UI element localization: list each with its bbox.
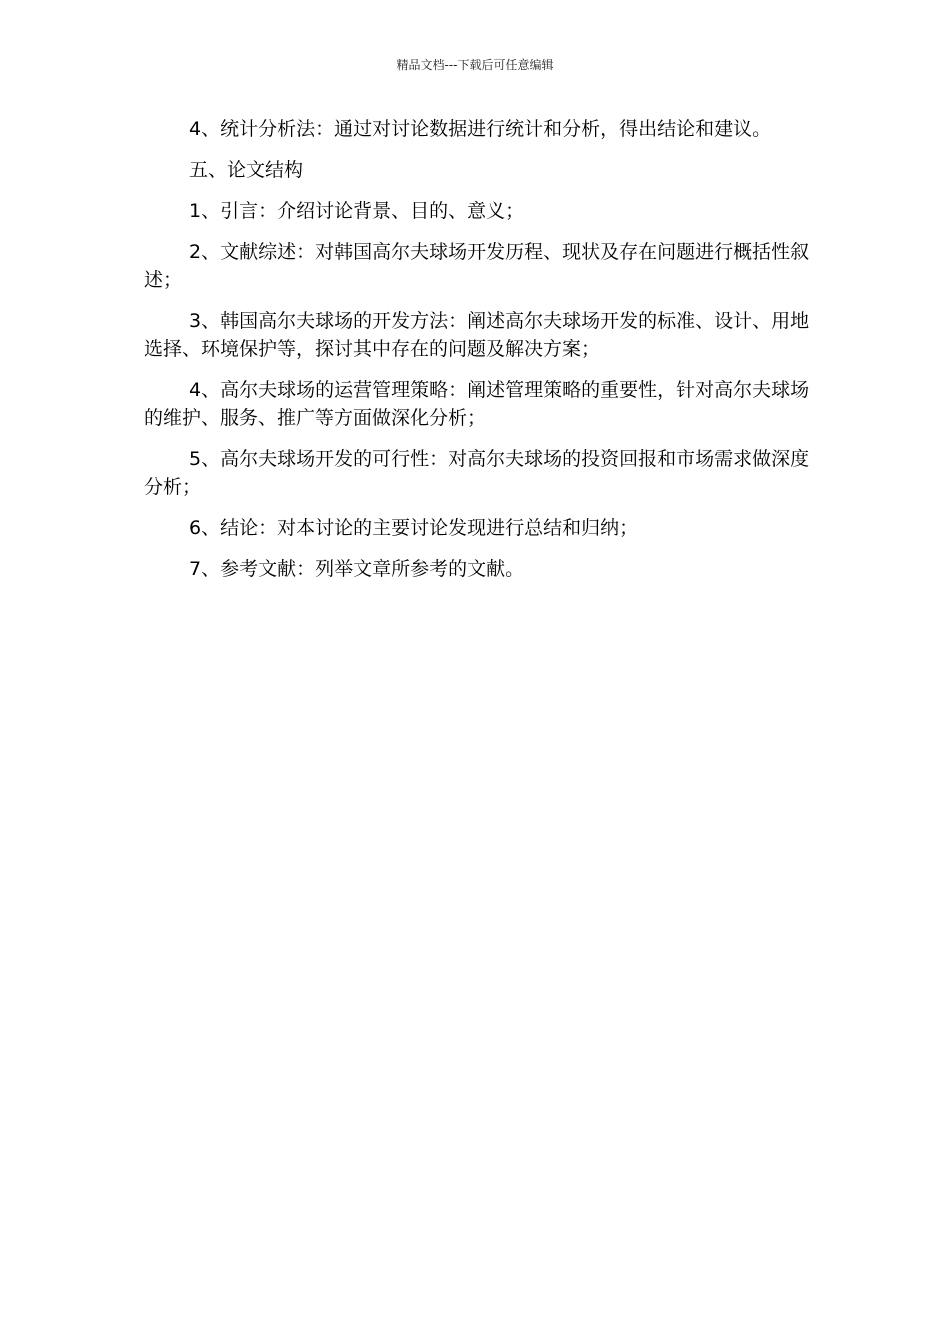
paragraph-references: 7、参考文献：列举文章所参考的文献。 bbox=[189, 558, 525, 580]
page-header: 精品文档---下载后可任意编辑 bbox=[396, 58, 554, 72]
paragraph-operation-strategy: 4、高尔夫球场的运营管理策略：阐述管理策略的重要性，针对高尔夫球场的维护、服务、推广等方面做深化分析； bbox=[144, 379, 810, 429]
paragraph-conclusion: 6、结论：对本讨论的主要讨论发现进行总结和归纳； bbox=[189, 517, 639, 539]
paragraph-literature-review: 2、文献综述：对韩国高尔夫球场开发历程、现状及存在问题进行概括性叙述； bbox=[144, 241, 810, 291]
paragraph-development-methods: 3、韩国高尔夫球场的开发方法：阐述高尔夫球场开发的标准、设计、用地选择、环境保护等，探讨其中存在的问题及解决方案； bbox=[144, 310, 810, 360]
paragraph-feasibility: 5、高尔夫球场开发的可行性：对高尔夫球场的投资回报和市场需求做深度分析； bbox=[144, 448, 810, 498]
paragraph-statistical-method: 4、统计分析法：通过对讨论数据进行统计和分析，得出结论和建议。 bbox=[189, 118, 772, 140]
document-body bbox=[144, 115, 814, 596]
section-heading-thesis-structure: 五、论文结构 bbox=[189, 159, 304, 181]
paragraph-introduction: 1、引言：介绍讨论背景、目的、意义； bbox=[189, 200, 525, 222]
